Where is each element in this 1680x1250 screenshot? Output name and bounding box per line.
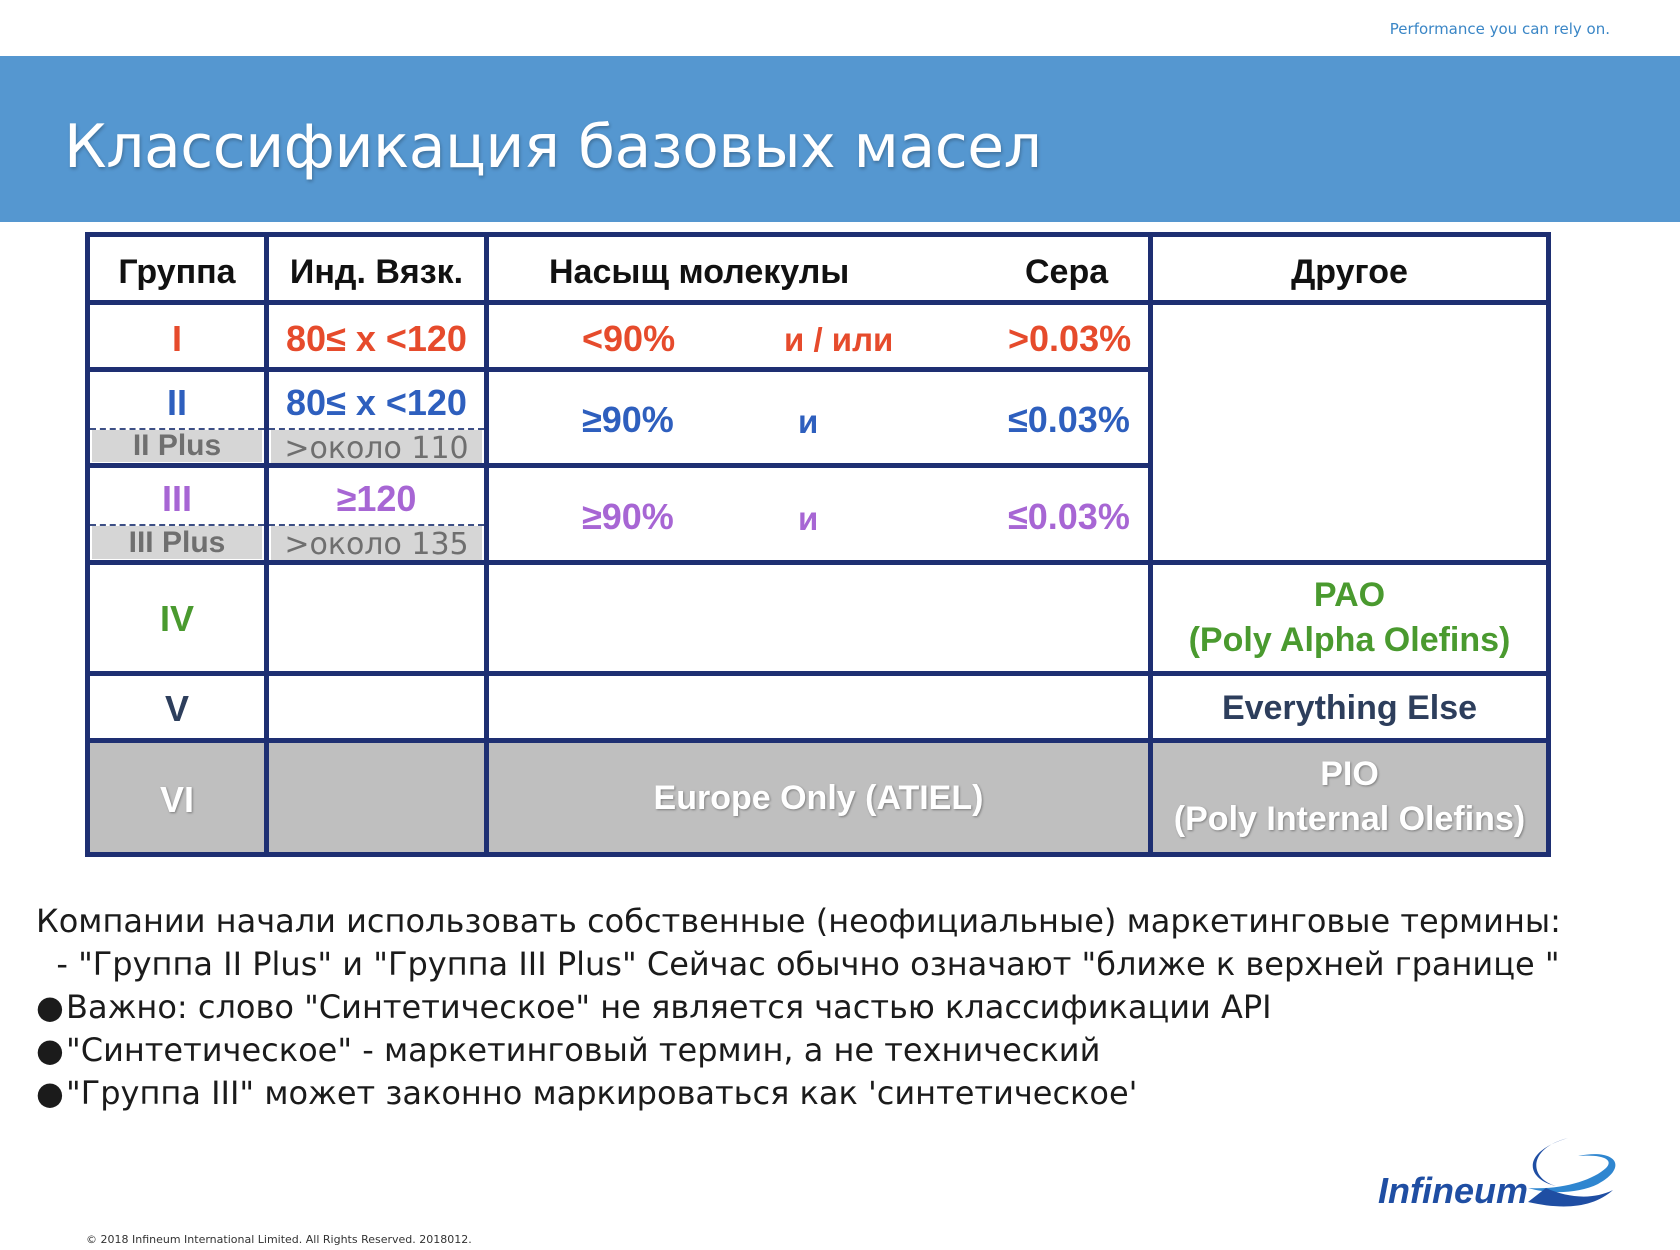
row5-group-cell [90,676,264,738]
row5-other: Everything Else [1221,689,1478,727]
row3-vi: ≥120 [336,478,417,519]
logo-text: Infineum [1378,1170,1528,1211]
row2-group: II [166,382,187,423]
note-bullet-3-text: "Группа III" может законно маркироваться как 'синтетическое' [66,1074,1138,1112]
row4-group: IV [159,598,194,639]
row2-plus-group: II Plus [92,430,262,462]
header-sulfur: Сера [1025,253,1109,291]
row3-criteria-cell [489,468,1148,560]
header-other: Другое [1291,253,1408,291]
row6-other-line2: (Poly Internal Olefins) [1173,800,1526,838]
row6-other-line1: PIO [1320,755,1379,793]
row6-other-cell [1153,743,1546,852]
note-line-2-text: - "Группа II Plus" и "Группа III Plus" Сейчас обычно означают "ближе к верхней границе " [36,945,1560,983]
row6-middle: Europe Only (ATIEL) [653,779,984,817]
row3-saturates: ≥90% [582,496,674,537]
row3-plus-group: III Plus [92,526,262,559]
row5-criteria-cell [489,676,1148,738]
row5-other-cell [1153,676,1546,738]
row1-vi: 80≤ x <120 [286,318,467,359]
header-group: Группа [118,253,236,291]
note-bullet-2-text: "Синтетическое" - маркетинговый термин, а не технический [66,1031,1101,1069]
classification-table [85,232,1551,857]
bullet-icon: ● [36,1031,64,1069]
infineum-logo [1378,1128,1628,1220]
row1-criteria-cell [489,305,1148,367]
row5-group: V [164,688,189,729]
header-cell-group [90,237,264,300]
row1-saturates: <90% [582,318,676,359]
row2-sulfur: ≤0.03% [1008,399,1130,440]
row2-conjunction: и [798,403,819,440]
note-line-2 [36,943,1656,986]
row6-vi-cell [269,743,484,852]
header-cell-other [1153,237,1546,300]
note-bullet-2 [36,1029,1656,1072]
row3-conjunction: и [798,500,819,537]
tagline: Performance you can rely on. [1389,20,1610,38]
row2-plus-vi: >около 110 [271,430,482,463]
row4-other-line2: (Poly Alpha Olefins) [1188,621,1511,659]
row3-group-cell [90,468,264,560]
row6-group-cell [90,743,264,852]
page-title: Классификация базовых масел [64,112,1042,182]
note-bullet-1 [36,986,1656,1029]
row3-vi-cell [269,468,484,560]
row2-group-cell [90,372,264,463]
row2-criteria-cell [489,372,1148,463]
note-bullet-1-text: Важно: слово "Синтетическое" не является частью классификации API [66,988,1272,1026]
row2-vi-cell [269,372,484,466]
row3-plus-vi: >около 135 [271,526,482,560]
row1-group: I [171,318,182,359]
row2-vi: 80≤ x <120 [286,382,467,423]
copyright-footer: © 2018 Infineum International Limited. All Rights Reserved. 2018012. [86,1233,472,1246]
notes [36,900,1656,1115]
header-vi: Инд. Вязк. [289,253,464,291]
bullet-icon: ● [36,1074,64,1112]
row1-group-cell [90,305,264,367]
header-cell-vi [269,237,484,300]
row4-other-line1: PAO [1313,576,1386,614]
header-cell-saturates-sulfur [489,237,1148,300]
row3-sulfur: ≤0.03% [1008,496,1130,537]
row1-conjunction: и / или [784,321,894,358]
row1-vi-cell [269,305,484,367]
bullet-icon: ● [36,988,64,1026]
note-bullet-3 [36,1072,1656,1115]
row4-vi-cell [269,565,484,671]
header-saturates: Насыщ молекулы [549,253,850,291]
other-cell-groups-1-3 [1153,305,1546,560]
row6-group: VI [159,779,194,820]
row5-vi-cell [269,676,484,738]
row2-saturates: ≥90% [582,399,674,440]
note-line-1: Компании начали использовать собственные (неофициальные) маркетинговые термины: [36,902,1561,940]
row1-sulfur: >0.03% [1008,318,1132,359]
row3-group: III [161,478,192,519]
row4-group-cell [90,565,264,671]
row6-criteria-cell [489,743,1148,852]
row4-other-cell [1153,565,1546,671]
row4-criteria-cell [489,565,1148,671]
